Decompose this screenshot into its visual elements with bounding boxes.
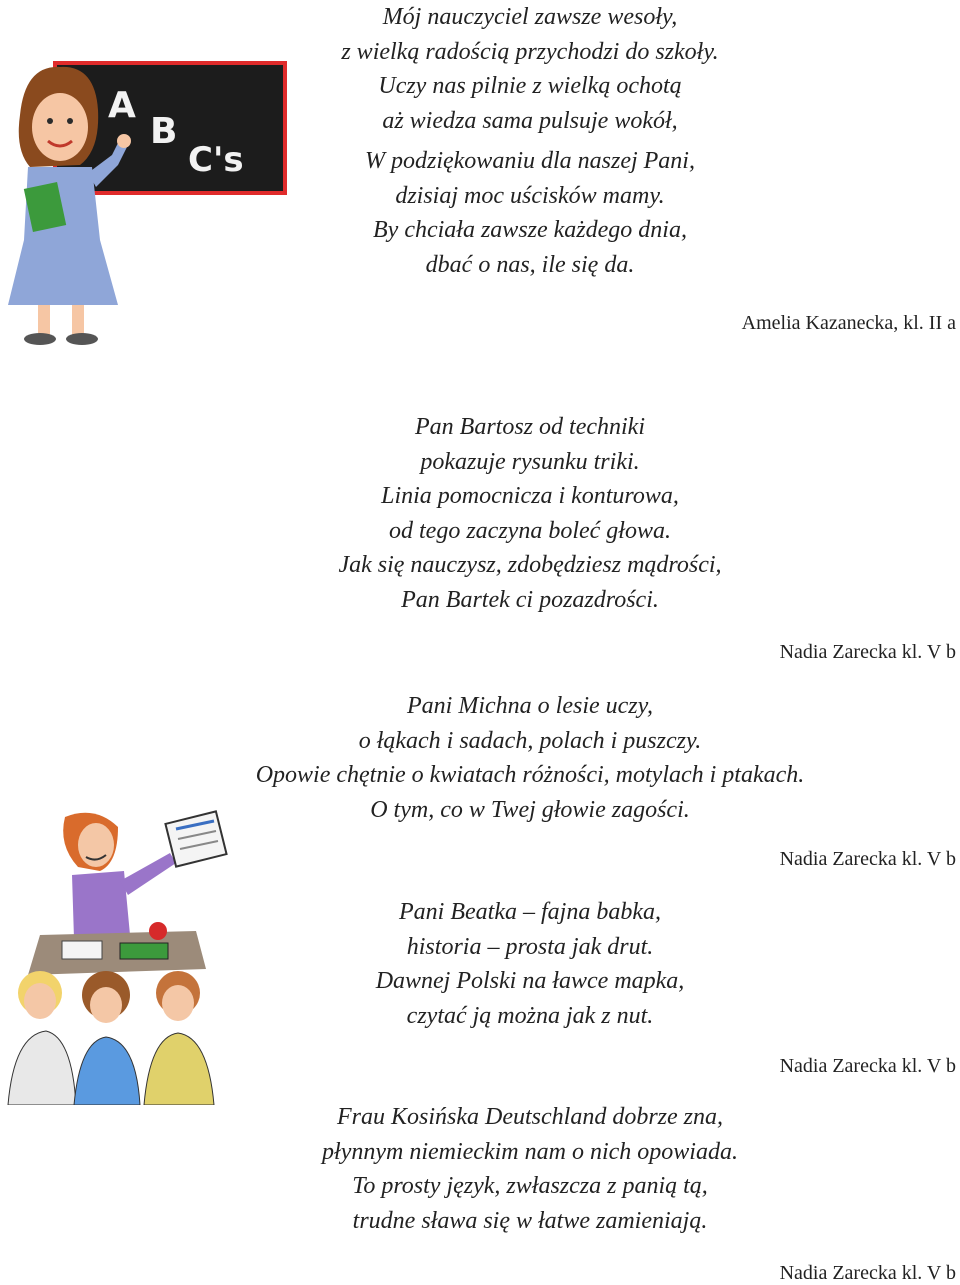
- poem-line: Pani Michna o lesie uczy,: [407, 693, 653, 719]
- poem-line: Jak się nauczysz, zdobędziesz mądrości,: [338, 552, 722, 578]
- poem-line: dbać o nas, ile się da.: [425, 251, 635, 278]
- poem-line: By chciała zawsze każdego dnia,: [373, 217, 687, 243]
- poem-author: Nadia Zarecka kl. V b: [779, 1055, 956, 1077]
- poem-line: o łąkach i sadach, polach i puszczy.: [358, 727, 702, 754]
- poem-line: Dawnej Polski na ławce mapka,: [375, 968, 685, 994]
- poem-line: czytać ją można jak z nut.: [406, 1002, 654, 1029]
- poem-line: W podziękowaniu dla naszej Pani,: [365, 148, 695, 174]
- poem-line: pokazuje rysunku triki.: [420, 448, 640, 475]
- poem-line: Opowie chętnie o kwiatach różności, motylach i ptakach.: [255, 762, 805, 788]
- poem-line: Mój nauczyciel zawsze wesoły,: [382, 4, 678, 30]
- poem-line: od tego zaczyna boleć głowa.: [389, 517, 671, 544]
- poem-line: Pani Beatka – fajna babka,: [399, 899, 661, 925]
- poem-line: trudne sława się w łatwe zamieniają.: [352, 1207, 708, 1234]
- poem-przyroda: [0, 689, 960, 827]
- poem-teacher-cheerful: [0, 0, 960, 282]
- poem-line: Linia pomocnicza i konturowa,: [381, 483, 679, 509]
- poem-line: Pan Bartek ci pozazdrości.: [401, 586, 659, 613]
- poem-author: Amelia Kazanecka, kl. II a: [741, 312, 956, 334]
- poem-author: Nadia Zarecka kl. V b: [779, 848, 956, 870]
- board-letter-b: B: [150, 111, 178, 152]
- board-letter-cs: C's: [188, 140, 244, 180]
- poem-line: aż wiedza sama pulsuje wokół,: [382, 107, 678, 134]
- poem-niemiecki: [0, 1100, 960, 1238]
- board-letter-a: A: [108, 85, 136, 126]
- poem-historia: [0, 895, 960, 1033]
- poem-line: To prosty język, zwłaszcza z panią tą,: [352, 1173, 708, 1199]
- poem-line: O tym, co w Twej głowie zagości.: [370, 796, 690, 823]
- poem-line: dzisiaj moc uścisków mamy.: [395, 182, 665, 209]
- poem-line: Frau Kosińska Deutschland dobrze zna,: [337, 1104, 723, 1130]
- poem-line: historia – prosta jak drut.: [406, 933, 654, 960]
- poem-line: płynnym niemieckim nam o nich opowiada.: [322, 1138, 738, 1165]
- poem-line: Uczy nas pilnie z wielką ochotą: [378, 73, 682, 99]
- poem-line: z wielką radością przychodzi do szkoły.: [341, 38, 719, 65]
- poem-line: Pan Bartosz od techniki: [415, 414, 645, 440]
- poem-technika: [0, 410, 960, 617]
- poem-author: Nadia Zarecka kl. V b: [779, 641, 956, 663]
- poem-author: Nadia Zarecka kl. V b: [779, 1262, 956, 1284]
